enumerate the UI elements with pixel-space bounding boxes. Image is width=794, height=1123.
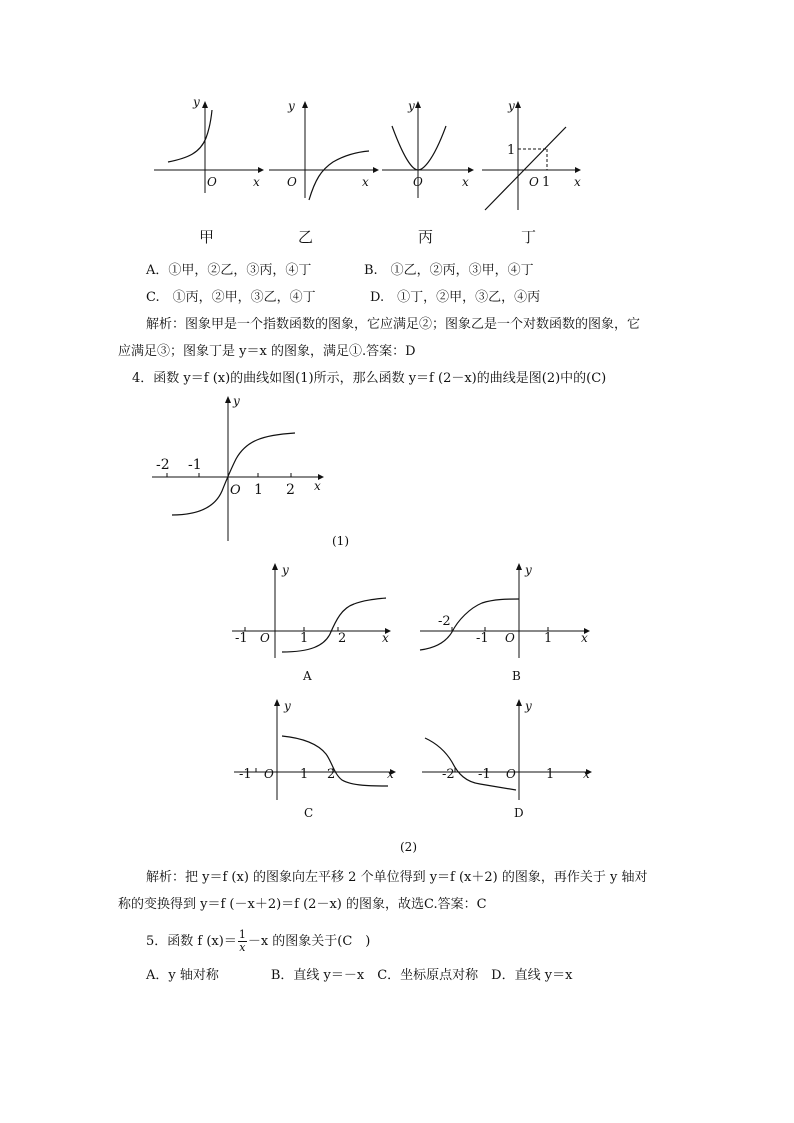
svg-text:-2: -2 — [438, 614, 451, 629]
svg-text:x: x — [314, 479, 321, 493]
svg-text:y: y — [288, 99, 295, 113]
graph-label-ding: 丁 — [521, 228, 537, 246]
q5-options: A．y 轴对称 B．直线 y＝－x C．坐标原点对称 D．直线 y＝x — [146, 968, 573, 983]
tick-neg1: -1 — [188, 457, 202, 473]
svg-text:y: y — [284, 699, 291, 713]
svg-text:1: 1 — [542, 175, 551, 190]
q5-fraction-numerator: 1 — [238, 928, 246, 941]
svg-text:x: x — [581, 631, 588, 645]
svg-text:-1: -1 — [235, 631, 248, 646]
svg-text:O: O — [529, 175, 539, 189]
q5-question — [146, 929, 370, 954]
svg-text:x: x — [462, 175, 469, 189]
q3-option-c: C. ①丙，②甲，③乙，④丁 — [146, 290, 316, 305]
svg-text:1: 1 — [544, 631, 553, 646]
svg-text:-1: -1 — [239, 767, 252, 782]
q3-option-d: D. ①丁，②甲，③乙，④丙 — [370, 290, 541, 305]
graph-option-d — [420, 696, 600, 801]
q4-question: 4．函数 y＝f (x)的曲线如图(1)所示，那么函数 y＝f (2－x)的曲线是图(2)中的(C) — [132, 371, 607, 386]
graph-label-yi: 乙 — [298, 228, 314, 246]
svg-text:x: x — [387, 767, 394, 781]
svg-text:1: 1 — [546, 767, 555, 782]
graph-option-b — [418, 560, 598, 660]
svg-text:2: 2 — [327, 767, 336, 782]
q3-option-b: B. ①乙，②丙，③甲，④丁 — [364, 263, 534, 278]
q5-fraction-denominator: x — [239, 941, 246, 954]
x-axis-label: x — [253, 175, 260, 189]
q5-question-prefix: 5．函数 f (x)＝ — [146, 934, 237, 949]
figure-1-caption: (1) — [332, 534, 349, 548]
option-d-caption: D — [514, 806, 524, 820]
svg-text:-1: -1 — [478, 767, 491, 782]
svg-text:x: x — [362, 175, 369, 189]
svg-text:x: x — [574, 175, 581, 189]
svg-text:y: y — [525, 563, 532, 577]
graph-yi — [265, 98, 380, 203]
y-axis-label: y — [193, 95, 200, 109]
q5-fraction — [238, 929, 247, 954]
svg-text:x: x — [382, 631, 389, 645]
svg-text:y: y — [233, 394, 240, 408]
figure-2-caption: (2) — [400, 840, 417, 854]
svg-text:y: y — [282, 563, 289, 577]
tick-2: 2 — [286, 482, 295, 498]
svg-text:O: O — [264, 767, 274, 781]
q5-question-suffix: －x 的图象关于(C ) — [247, 934, 371, 949]
option-b-caption: B — [512, 669, 521, 683]
origin-label: O — [230, 483, 241, 498]
graph-ding — [480, 98, 590, 213]
svg-text:O: O — [505, 631, 515, 645]
q4-solution-line1: 解析：把 y＝f (x) 的图象向左平移 2 个单位得到 y＝f (x＋2) 的图象，再作关于 y 轴对 — [146, 870, 648, 885]
svg-text:O: O — [506, 767, 516, 781]
origin-label: O — [207, 175, 217, 189]
q3-option-a: A．①甲，②乙，③丙，④丁 — [146, 263, 312, 278]
svg-text:y: y — [408, 99, 415, 113]
graph-jia — [150, 95, 265, 193]
q3-solution-line1: 解析：图象甲是一个指数函数的图象，它应满足②；图象乙是一个对数函数的图象，它 — [146, 317, 641, 332]
option-c-caption: C — [304, 806, 314, 820]
q4-solution-line2: 称的变换得到 y＝f (－x＋2)＝f (2－x) 的图象，故选C.答案：C — [118, 897, 487, 912]
graph-option-c — [232, 696, 402, 801]
option-a-caption: A — [303, 669, 312, 683]
svg-text:1: 1 — [300, 767, 309, 782]
tick-1: 1 — [254, 482, 263, 498]
svg-text:2: 2 — [338, 631, 347, 646]
svg-text:-2: -2 — [442, 767, 455, 782]
q3-solution-line2: 应满足③；图象丁是 y＝x 的图象，满足①.答案：D — [118, 344, 416, 359]
graph-option-a — [230, 560, 400, 660]
tick-neg2: -2 — [156, 457, 170, 473]
svg-text:O: O — [260, 631, 270, 645]
graph-label-jia: 甲 — [199, 228, 215, 246]
svg-text:y: y — [508, 99, 515, 113]
svg-text:1: 1 — [300, 631, 309, 646]
graph-label-bing: 丙 — [418, 228, 434, 246]
svg-text:1: 1 — [507, 143, 516, 158]
figure-1 — [150, 393, 335, 543]
svg-text:O: O — [413, 175, 423, 189]
svg-text:x: x — [583, 767, 590, 781]
graph-bing — [380, 98, 480, 203]
svg-text:-1: -1 — [476, 631, 489, 646]
svg-text:O: O — [287, 175, 297, 189]
svg-text:y: y — [525, 699, 532, 713]
